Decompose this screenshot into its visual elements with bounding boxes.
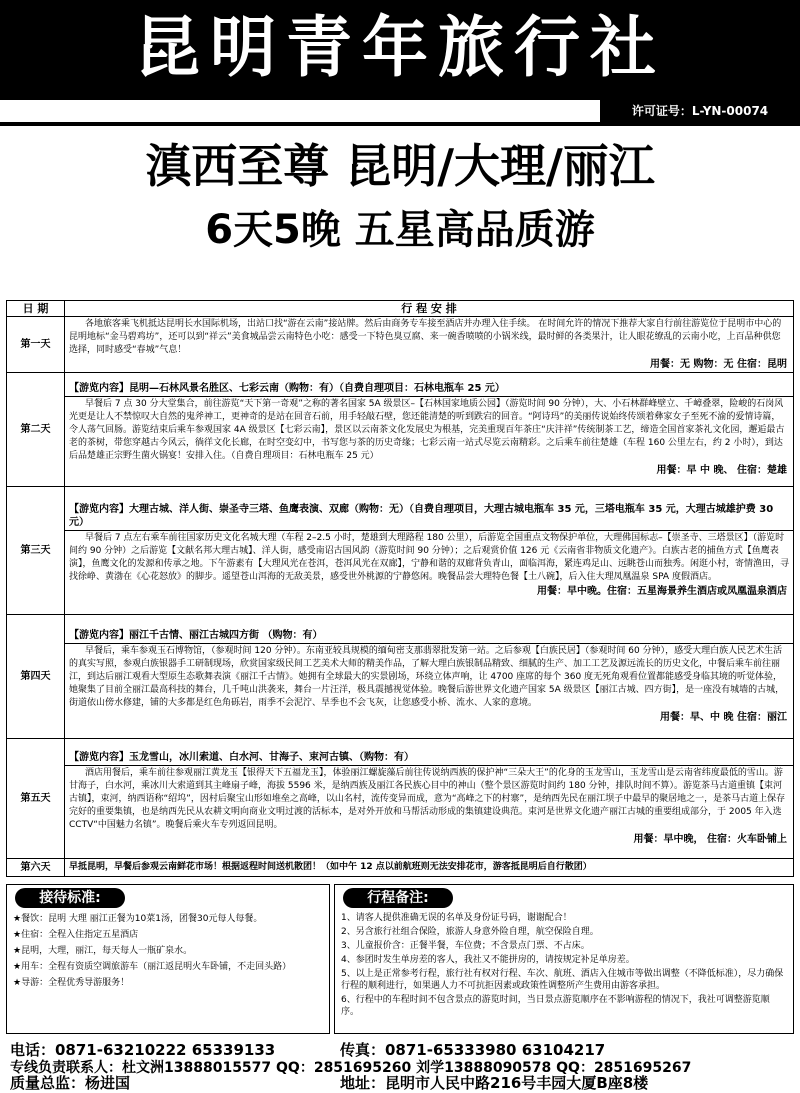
day-description: 早抵昆明，早餐后参观云南鲜花市场！根据返程时间送机散团！（如中午 12 点以前航班则无法安排花市，游客抵昆明后自行散团）: [69, 862, 592, 872]
headline-route: 滇西至尊 昆明/大理/丽江: [145, 139, 655, 193]
list-item: ★昆明，大理，丽江，每天每人一瓶矿泉水。: [13, 946, 193, 956]
quality-supervisor: 质量总监：杨进国: [10, 1074, 131, 1092]
day-row-1: [7, 317, 794, 373]
day-tour-content: 【游览内容】玉龙雪山，冰川索道、白水河、甘海子、束河古镇、（购物：有）: [65, 750, 793, 766]
list-item: ★住宿：全程入住指定五星酒店: [13, 930, 139, 940]
day-meals: 用餐：早中晚， 住宿：火车卧铺上: [633, 834, 787, 845]
header-banner: [0, 0, 800, 100]
day-tour-content: 【游览内容】丽江千古情、丽江古城四方街 （购物：有）: [65, 628, 793, 644]
day-label: 第六天: [7, 859, 65, 877]
day-meals: 用餐：早、中 晚 住宿：丽江: [660, 712, 787, 723]
day-row-5: [7, 739, 794, 859]
day-label: 第五天: [7, 739, 65, 859]
list-item: 6、行程中的车程时间不包含景点的游览时间，当日景点游览顺序在不影响游程的情况下，我社可调整游览顺序。: [341, 995, 770, 1017]
day-plan: [65, 487, 794, 615]
fax-number: 传真：0871-65333980 63104217: [340, 1041, 606, 1059]
day-row-3: [7, 487, 794, 615]
reception-standards-title: 接待标准:: [15, 888, 125, 908]
itinerary-notes-box: [334, 884, 794, 1034]
list-item: ★用车：全程有资质空调旅游车（丽江返昆明火车卧铺，不走回头路）: [13, 962, 292, 972]
day-plan: [65, 373, 794, 487]
day-row-4: [7, 615, 794, 739]
itinerary-notes-list: [335, 912, 793, 1018]
itinerary-header-row: [7, 301, 794, 317]
list-item: ★导游：全程优秀导游服务！: [13, 978, 130, 988]
day-plan: [65, 739, 794, 859]
day-label: 第四天: [7, 615, 65, 739]
list-item: 5、以上是正常参考行程，旅行社有权对行程、车次、航班、酒店入住城市等做出调整（不降低标准），尽力确保行程的顺利进行，如果遇人力不可抗拒因素或政策性调整所产生费用由游客承担。: [341, 969, 784, 991]
day-meals: 用餐：早 中 晚、 住宿：楚雄: [656, 465, 787, 476]
itinerary-notes-title: 行程备注:: [343, 888, 453, 908]
day-description: 早餐后，乘车参观玉石博物馆，（参观时间 120 分钟）。东南亚较具规模的缅甸密支那翡翠批发第一站。之后参观【白族民居】（参观时间 60 分钟），感受大理白族人民艺术生活的真实写照，参观白族银器手工研制现场，欣赏国家级民间工艺美术大师的精美作品，了解大理白族银制品精致、细腻的生产、加工工艺及源远流长的历史文化，中餐后乘车前往丽江，到达后丽江观看大型原生态歌舞表演《丽江千古情》。她拥有全球最大的实景剧场，环绕立体声响，让 4700 座席的每个 360 度无死角观看位置都能感受身临其境的听觉体验，她聚集了目前全丽江最高科技的舞台，几千吨山洪袭来，舞台一片汪洋，极具震撼视觉体验。晚餐后游世界文化遗产国家 5A 级景区【丽江古城、四方街】，是一座没有城墙的古城，街道依山傍水修建，铺的大多都是红色角砾岩，雨季不会泥泞、旱季也不会飞灰，让您感受小桥、流水、人家的意境。: [69, 646, 785, 708]
col-plan-header: 行 程 安 排: [65, 301, 794, 317]
day-meals: 用餐：无 购物：无 住宿：昆明: [650, 359, 787, 370]
headline-duration: 6天5晚 五星高品质游: [205, 207, 595, 253]
day-label: 第二天: [7, 373, 65, 487]
list-item: 2、另含旅行社组合保险，旅游人身意外险自理，航空保险自理。: [341, 927, 599, 937]
reception-standards-box: [6, 884, 330, 1034]
day-plan: [65, 859, 794, 877]
reception-standards-list: [7, 912, 329, 990]
day-description: 早餐后 7 点左右乘车前往国家历史文化名城大理（车程 2–2.5 小时，楚雄到大理路程 180 公里），后游览全国重点文物保护单位，大理佛国标志–【崇圣寺、三塔景区】（游览时间约 90 分钟）之后游览【文献名邦大理古城】、洋人街，感受南诏古国风韵（游览时间 90 分钟）；之后观赏价值 126 元《云南省非物质文化遗产》。白族古老的捕鱼方式【鱼鹰表演】，鱼鹰文化的发源和传承之地。下午游素有【大理风光在苍洱，苍洱风光在双廊】，宁静和谐的双廊背负青山，面临洱海，紧连鸡足山、远眺苍山而独秀。闲逛小村，寄情渔田，寻找徐峥、黄渤在《心花怒放》的脚步。遥望苍山洱海的无敌美景，感受世外桃源的宁静悠闲。晚餐品尝大理特色餐【土八碗】，后入住大理凤凰温泉 SPA 度假酒店。: [69, 533, 790, 582]
phone-number: 电话：0871-63210222 65339133: [10, 1041, 276, 1059]
day-description: 各地旅客乘飞机抵达昆明长水国际机场，出站口找“游在云南”接站牌。然后由商务专车接至酒店并办理入住手续。 在时间允许的情况下推荐大家自行前往游览位于昆明市中心的昆明地标“金马碧鸡坊”，还可以到“祥云”美食城品尝云南特色小吃：感受一下特色臭豆腐、来一碗香喷喷的小锅米线，最时鲜的各类果汁，让人眼花缭乱的云南小吃，上百品种供您选择，同时感受“春城”气息！: [69, 319, 782, 355]
itinerary-table: [6, 300, 794, 877]
day-tour-content: 【游览内容】昆明—石林风景名胜区、七彩云南（购物：有）（自费自理项目：石林电瓶车 25 元）: [65, 381, 793, 397]
agency-title: 昆明青年旅行社: [134, 9, 666, 86]
day-description: 早餐后 7 点 30 分大堂集合，前往游览“天下第一奇观”之称的著名国家 5A 级景区–【石林国家地质公园】（游览时间 90 分钟），大、小石林群峰壁立、千嶂叠翠，险峻的石岗风光更是让人不禁惊叹大自然的鬼斧神工，更神奇的是站在回音石前，用手轻敲石壁，您还能清楚的听到跌宕的回音。“阿诗玛”的美丽传说始终传颂着彝家女子至死不渝的爱情诗篇，令人荡气回肠。游览结束后乘车参观国家 4A 级景区【七彩云南】，景区以云南茶文化发展史为根基，完美重现百年茶庄“庆沣祥”传统制茶工艺，缔造全国首家茶礼文化园，邂逅最古老的茶树，带您穿越古今风云，徜徉文化长廊，在时空变幻中，书写您与茶的历史奇缘；七彩云南一站式尽览云南精彩。之后乘车前往楚雄（车程 160 公里左右，约 2 小时），到达后品楚雄正宗野生菌火锅宴！安排入住。（自费自理项目：石林电瓶车 25 元）: [69, 399, 785, 461]
list-item: 3、儿童报价含：正餐半餐，车位费；不含景点门票、不占床。: [341, 941, 590, 951]
contact-row-hotline: 专线负责联系人：杜文洲13888015577 QQ：2851695260 刘学13888090578 QQ：2851695267: [10, 1060, 692, 1076]
col-day-header: 日 期: [7, 301, 65, 317]
day-row-6: [7, 859, 794, 877]
day-description: 酒店用餐后，乘车前往参观丽江黄龙玉【银得天下五福龙玉】，体验丽江螺旋藻后前往传说纳西族的保护神“三朵大王”的化身的玉龙雪山，玉龙雪山是云南省纬度最低的雪山。游甘海子，白水河，乘冰川大索道到其主峰扇子峰，海拔 5596 米，是纳西族及丽江各民族心目中的神山（整个景区游览时间约 180 分钟，排队时间不算）。游览茶马古道重镇【束河古镇】，束河，纳西语称“绍坞”，因村后聚宝山形如堆垒之高峰，以山名村，流传变异而成，意为“高峰之下的村寨”，是纳西先民在丽江坝子中最早的聚居地之一，是茶马古道上保存完好的重要集镇，也是纳西先民从农耕文明向商业文明过渡的活标本，是对外开放和马帮活动形成的集镇建设典范。束河是世界文化遗产丽江古城的重要组成部分，于 2005 年入选 CCTV“中国魅力名镇”。晚餐后乘火车专列返回昆明。: [69, 768, 786, 830]
license-number: 许可证号：L-YN-00074: [600, 100, 800, 122]
day-label: 第三天: [7, 487, 65, 615]
header-divider: [0, 122, 800, 126]
day-plan: [65, 615, 794, 739]
list-item: ★餐饮：昆明 大理 丽江正餐为10菜1汤，团餐30元每人每餐。: [13, 914, 263, 924]
day-plan: [65, 317, 794, 373]
list-item: 4、参团时发生单房差的客人，我社又不能拼房的，请按规定补足单房差。: [341, 955, 635, 965]
day-tour-content: 【游览内容】大理古城、洋人街、崇圣寺三塔、鱼鹰表演、双廊（购物：无）（自费自理项目，大理古城电瓶车 35 元，三塔电瓶车 35 元，大理古城雄护费 30 元）: [65, 502, 793, 531]
day-row-2: [7, 373, 794, 487]
list-item: 1、请客人提供准确无误的名单及身份证号码，谢谢配合！: [341, 913, 572, 923]
office-address: 地址：昆明市人民中路216号丰园大厦B座8楼: [340, 1074, 649, 1092]
day-meals: 用餐：早中晚。住宿：五星海景养生酒店或凤凰温泉酒店: [537, 586, 787, 597]
day-label: 第一天: [7, 317, 65, 373]
